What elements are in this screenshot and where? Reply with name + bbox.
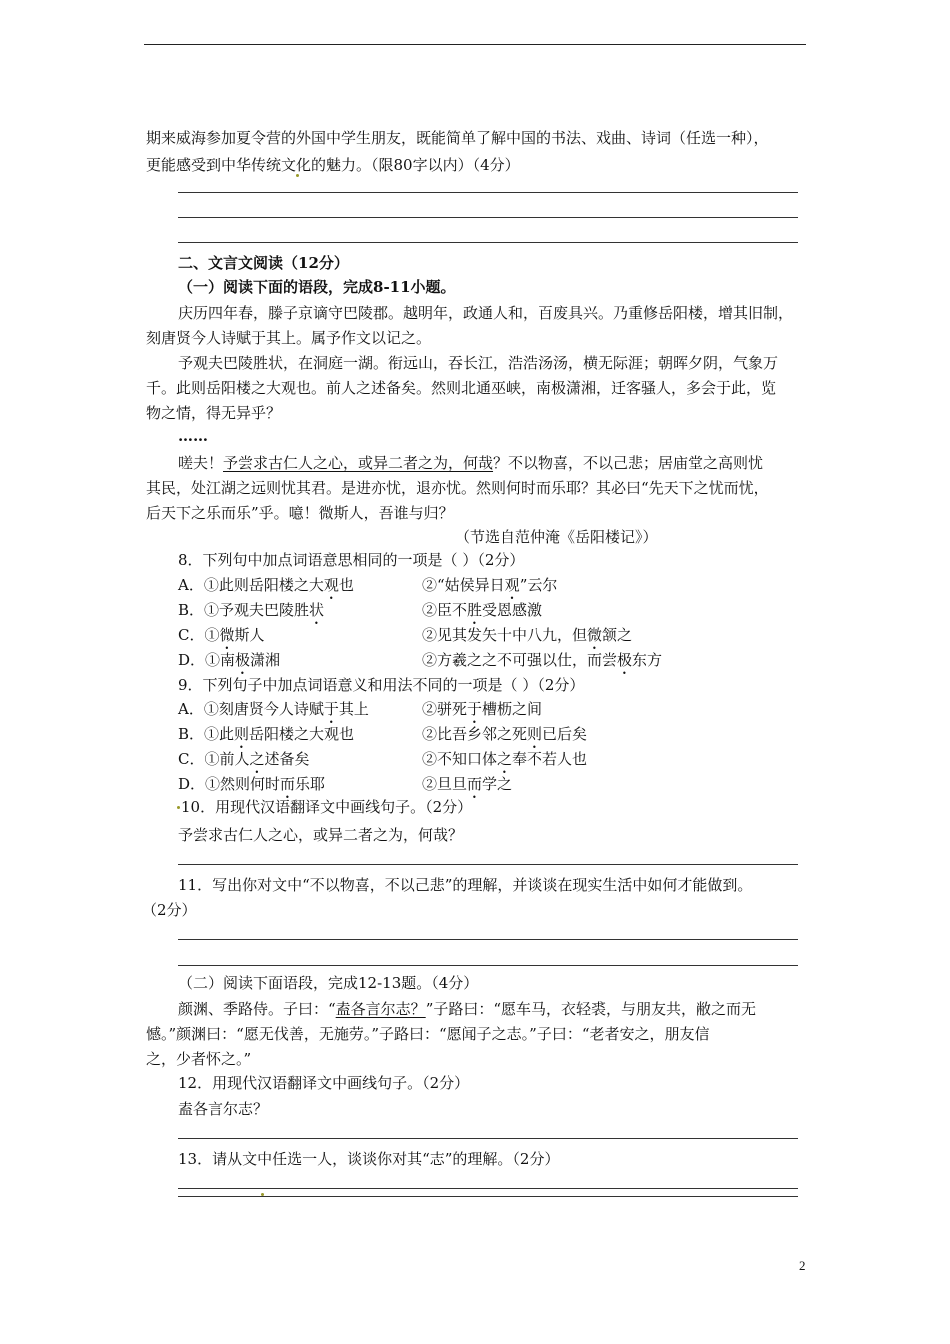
stray-mark — [296, 174, 299, 177]
q9-option-d1: D．①然则何时而乐耶 — [178, 775, 326, 793]
q9-option-b2: ②比吾乡邻之死则已后矣 — [422, 725, 588, 743]
q8-option-c2: ②见其发矢十中八九，但微颔之 — [422, 626, 633, 644]
underlined-sentence: 盍各言尔志？ — [335, 1000, 426, 1018]
dotted-word: 而 — [467, 775, 483, 793]
dotted-word: 胜 — [467, 601, 483, 619]
part2-title: （二）阅读下面语段，完成12-13题。（4分） — [178, 974, 479, 992]
passage-text: 嗟夫！ — [178, 454, 224, 472]
q13-stem: 13．请从文中任选一人，谈谈你对其“志”的理解。（2分） — [178, 1150, 560, 1168]
answer-line[interactable] — [178, 1196, 798, 1197]
q9-option-c1: C．①前人之述备矣 — [178, 750, 310, 768]
answer-line[interactable] — [178, 192, 798, 193]
q11-stem: 11．写出你对文中“不以物喜，不以己悲”的理解，并谈谈在现实生活中如何才能做到。 — [178, 876, 753, 894]
q8-option-a2: ②“姑侯异日观”云尔 — [422, 576, 558, 594]
answer-line[interactable] — [178, 864, 798, 865]
q12-stem: 12．用现代汉语翻译文中画线句子。（2分） — [178, 1074, 470, 1092]
q11-score: （2分） — [142, 901, 197, 919]
passage-line: 其民，处江湖之远则忧其君。是进亦忧，退亦忧。然则何时而乐耶？其必曰“先天下之忧而忧， — [146, 479, 769, 497]
q9-option-a1: A．①刻唐贤今人诗赋于其上 — [178, 700, 369, 718]
part1-title: （一）阅读下面的语段，完成8-11小题。 — [178, 278, 456, 296]
answer-line[interactable] — [178, 965, 798, 966]
passage-line: 予观夫巴陵胜状，在洞庭一湖。衔远山，吞长江，浩浩汤汤，横无际涯；朝晖夕阴，气象万 — [178, 354, 779, 372]
dotted-word: 微 — [219, 626, 235, 644]
intro-line-1: 期来威海参加夏令营的外国中学生朋友，既能简单了解中国的书法、戏曲、诗词（任选一种）， — [146, 129, 769, 147]
dotted-word: 极 — [235, 651, 251, 669]
section-title: 二、文言文阅读（12分） — [178, 254, 349, 272]
q8-option-b1: B．①予观夫巴陵胜状 — [178, 601, 325, 619]
q9-option-b1: B．①此则岳阳楼之大观也 — [178, 725, 355, 743]
q10-stem: 10．用现代汉语翻译文中画线句子。（2分） — [181, 798, 473, 816]
ellipsis: …… — [178, 427, 208, 445]
q8-stem: 8．下列句中加点词语意思相同的一项是（ ）（2分） — [178, 551, 525, 569]
page-number: 2 — [799, 1258, 806, 1273]
source-citation: （节选自范仲淹《岳阳楼记》） — [455, 528, 658, 546]
answer-line[interactable] — [178, 1188, 798, 1189]
q9-stem: 9．下列句子中加点词语意义和用法不同的一项是（ ）（2分） — [178, 676, 585, 694]
dotted-word: 而 — [280, 775, 296, 793]
dotted-word: 则 — [527, 725, 543, 743]
dotted-word: 于 — [323, 700, 339, 718]
dotted-word: 观 — [323, 576, 339, 594]
passage-line: 千。此则岳阳楼之大观也。前人之述备矣。然则北通巫峡，南极潇湘，迁客骚人，多会于此，览 — [146, 379, 777, 397]
q8-option-c1: C．①微斯人 — [178, 626, 265, 644]
intro-line-2: 更能感受到中华传统文化的魅力。（限80字以内）（4分） — [146, 156, 520, 174]
dotted-word: 之 — [249, 750, 265, 768]
q8-option-b2: ②臣不胜受恩感激 — [422, 601, 543, 619]
dotted-word: 则 — [234, 725, 250, 743]
passage-line: 刻唐贤今人诗赋于其上。属予作文以记之。 — [146, 329, 432, 347]
answer-line[interactable] — [178, 242, 798, 243]
q8-option-d2: ②方羲之之不可强以仕，而尝极东方 — [422, 651, 663, 669]
answer-line[interactable] — [178, 217, 798, 218]
q8-option-d1: D．①南极潇湘 — [178, 651, 281, 669]
passage-text: ？不以物喜，不以己悲；居庙堂之高则忧 — [493, 454, 764, 472]
header-rule — [144, 44, 806, 45]
answer-line[interactable] — [178, 1138, 798, 1139]
passage-line: 庆历四年春，滕子京谪守巴陵郡。越明年，政通人和，百废具兴。乃重修岳阳楼，增其旧制， — [178, 304, 794, 322]
q9-option-d2: ②旦旦而学之 — [422, 775, 513, 793]
underlined-sentence: 予尝求古仁人之心，或异二者之为，何哉 — [223, 454, 494, 472]
answer-line[interactable] — [178, 939, 798, 940]
q12-sentence: 盍各言尔志？ — [178, 1100, 269, 1118]
q10-sentence: 予尝求古仁人之心，或异二者之为，何哉？ — [178, 826, 464, 844]
passage-line: 物之情，得无异乎？ — [146, 404, 282, 422]
stray-mark — [177, 806, 180, 809]
dotted-word: 微 — [587, 626, 603, 644]
q8-option-a1: A．①此则岳阳楼之大观也 — [178, 576, 354, 594]
passage-line: 憾。”颜渊曰：“愿无伐善，无施劳。”子路曰：“愿闻子之志。”子曰：“老者安之，朋友信 — [146, 1025, 710, 1043]
dotted-word: 极 — [617, 651, 633, 669]
stray-mark — [261, 1193, 264, 1196]
dotted-word: 观 — [504, 576, 520, 594]
passage-line: 颜渊、季路侍。子曰：“盍各言尔志？”子路曰：“愿车马，衣轻裘，与朋友共，敝之而无 — [178, 1000, 757, 1018]
passage-line — [178, 453, 763, 473]
q9-option-c2: ②不知口体之奉不若人也 — [422, 750, 588, 768]
dotted-word: 状 — [309, 601, 325, 619]
dotted-word: 之 — [497, 750, 513, 768]
dotted-word: 于 — [467, 700, 483, 718]
q9-option-a2: ②骈死于槽枥之间 — [422, 700, 543, 718]
passage-line: 后天下之乐而乐”乎。噫！微斯人，吾谁与归？ — [146, 504, 454, 522]
passage-line: 之，少者怀之。” — [146, 1050, 252, 1068]
